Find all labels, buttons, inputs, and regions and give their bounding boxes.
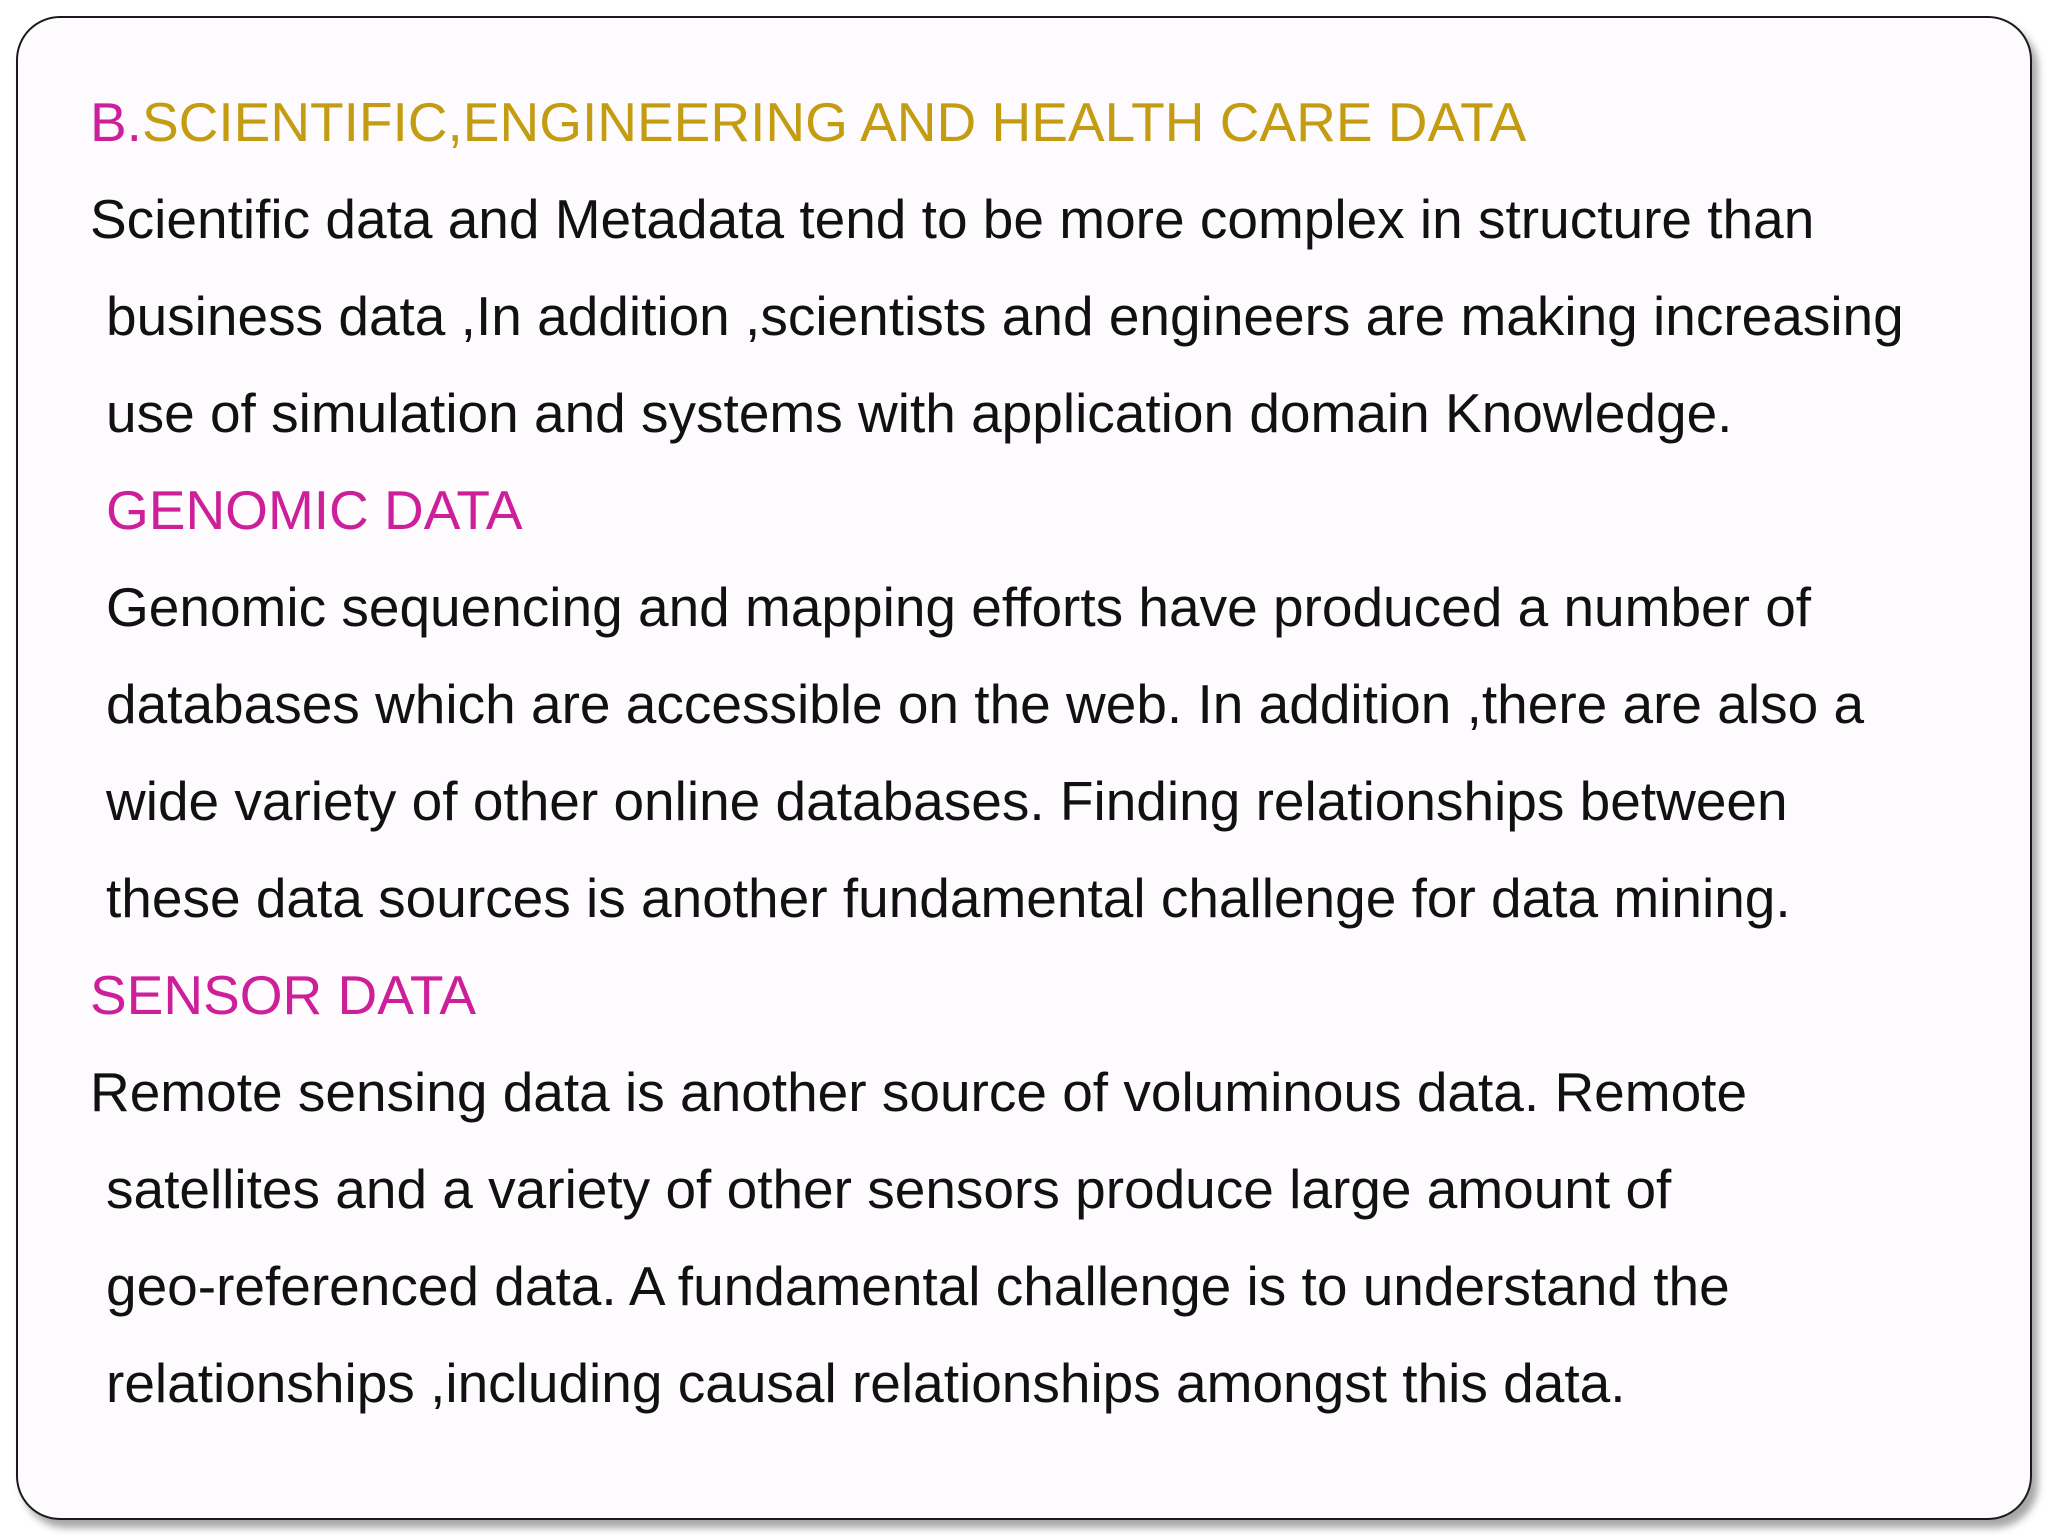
sensor-data-heading: SENSOR DATA (90, 964, 477, 1026)
paragraph1-line: use of simulation and systems with application domain Knowledge. (106, 382, 1733, 444)
paragraph1-line: business data ,In addition ,scientists and engineers are making increasing (106, 285, 1904, 347)
paragraph3-line: satellites and a variety of other sensors produce large amount of (106, 1158, 1672, 1220)
paragraph3-line: Remote sensing data is another source of voluminous data. Remote (90, 1061, 1748, 1123)
title-prefix: B. (90, 91, 142, 153)
paragraph3-line: relationships ,including causal relationships amongst this data. (106, 1352, 1626, 1414)
paragraph1-line: Scientific data and Metadata tend to be more complex in structure than (90, 188, 1815, 250)
genomic-data-heading: GENOMIC DATA (106, 479, 523, 541)
title-text: SCIENTIFIC,ENGINEERING AND HEALTH CARE DATA (141, 91, 1527, 153)
paragraph2-line: databases which are accessible on the web. In addition ,there are also a (106, 673, 1865, 735)
paragraph3-line: geo-referenced data. A fundamental challenge is to understand the (106, 1255, 1730, 1317)
slide-content (90, 74, 2010, 1432)
paragraph2-line: wide variety of other online databases. Finding relationships between (106, 770, 1788, 832)
slide-frame (16, 16, 2032, 1520)
slide-title (90, 74, 2010, 171)
paragraph2-line: these data sources is another fundamental challenge for data mining. (106, 867, 1791, 929)
paragraph2-line: Genomic sequencing and mapping efforts have produced a number of (106, 576, 1812, 638)
